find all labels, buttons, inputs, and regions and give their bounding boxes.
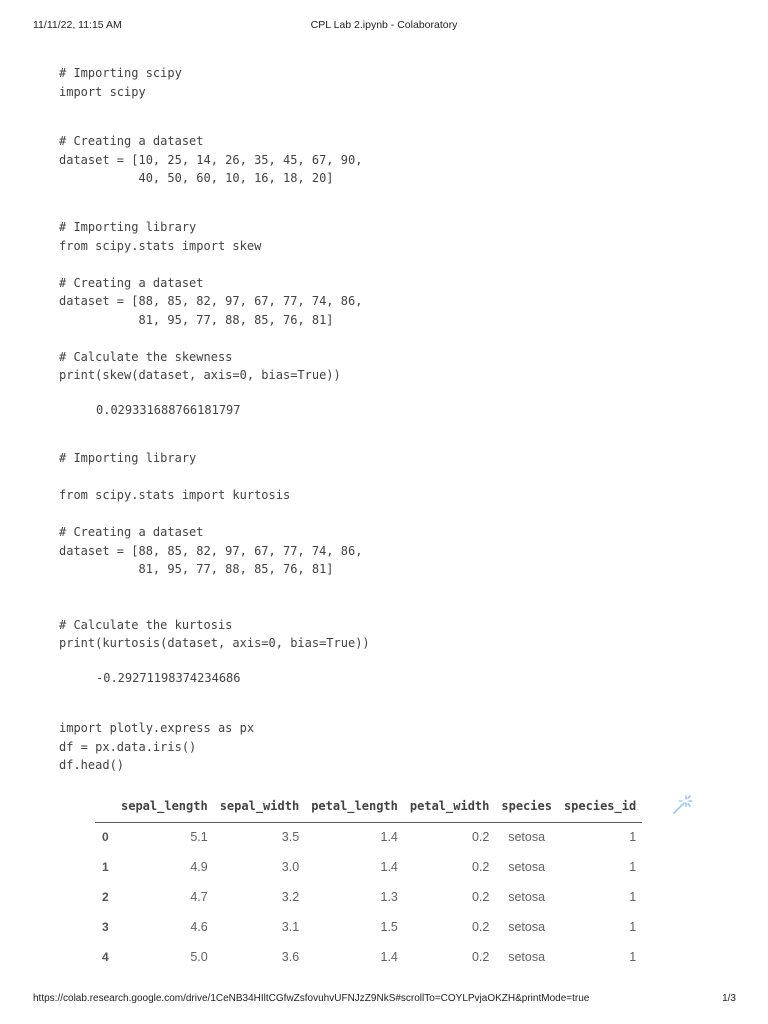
table-row xyxy=(95,852,642,882)
table-cell: 0.2 xyxy=(471,920,490,934)
table-row xyxy=(95,912,642,942)
table-cell: 4.7 xyxy=(190,890,208,904)
table-cell: 5.1 xyxy=(190,830,208,845)
table-cell: setosa xyxy=(508,830,546,845)
cell-output-kurtosis: -0.29271198374234686 xyxy=(96,671,241,685)
row-index: 0 xyxy=(102,830,109,845)
row-index: 1 xyxy=(102,860,109,874)
table-cell: 3.1 xyxy=(281,920,300,934)
table-cell: 1 xyxy=(629,950,637,964)
code-cell-dataset[interactable]: # Creating a dataset dataset = [10, 25, 14, 26, 35, 45, 67, 90, 40, 50, 60, 10, 16, 18, 20] xyxy=(59,134,363,185)
table-cell: 1 xyxy=(629,830,637,845)
row-index: 3 xyxy=(102,920,109,934)
page-title: CPL Lab 2.ipynb - Colaboratory xyxy=(310,19,458,31)
table-cell: 1.5 xyxy=(380,920,398,934)
table-cell: 0.2 xyxy=(471,890,490,904)
table-cell: 1.3 xyxy=(380,890,398,904)
table-cell: 1.4 xyxy=(380,860,398,874)
column-header: sepal_width xyxy=(214,790,305,822)
table-header-row xyxy=(95,790,642,822)
code-cell-skew[interactable]: # Importing library from scipy.stats import skew # Creating a dataset dataset = [88, 85, 82, 97, 67, 77, 74, 86, 81, 95, 77, 88, 85, 76, 81] # Calculate the skewness print(skew(dataset, axis=0, bias=True)) xyxy=(59,220,363,382)
table-row xyxy=(95,822,642,852)
table-cell: setosa xyxy=(508,890,546,904)
table-cell: 0.2 xyxy=(471,860,490,874)
print-datetime: 11/11/22, 11:15 AM xyxy=(33,19,122,31)
column-header: petal_width xyxy=(404,790,495,822)
column-header: petal_length xyxy=(305,790,404,822)
code-cell-plotly[interactable]: import plotly.express as px df = px.data.iris() df.head() xyxy=(59,721,255,772)
table-row xyxy=(95,942,642,972)
code-cell-kurtosis[interactable]: # Importing library from scipy.stats import kurtosis # Creating a dataset dataset = [88, 85, 82, 97, 67, 77, 74, 86, 81, 95, 77, 88, 85, 76, 81] # Calculate the kurtosis print(kurtosis(dataset, axis=0, bias=True)) xyxy=(59,451,370,650)
index-header xyxy=(95,790,115,822)
table-cell: 3.5 xyxy=(281,830,300,845)
table-cell: setosa xyxy=(508,860,546,874)
table-cell: 4.6 xyxy=(190,920,208,934)
table-cell: setosa xyxy=(508,920,546,934)
table-cell: 3.6 xyxy=(281,950,300,964)
code-cell-import-scipy[interactable]: # Importing scipy import scipy xyxy=(59,66,182,99)
table-cell: 0.2 xyxy=(471,830,490,845)
column-header: species_id xyxy=(558,790,642,822)
table-cell: 0.2 xyxy=(471,950,490,964)
table-cell: 1 xyxy=(629,920,637,934)
table-cell: 3.2 xyxy=(281,890,300,904)
column-header: sepal_length xyxy=(115,790,214,822)
table-cell: 1 xyxy=(629,860,637,874)
table-cell: 1.4 xyxy=(380,830,398,845)
column-header: species xyxy=(495,790,558,822)
table-row xyxy=(95,882,642,912)
row-index: 4 xyxy=(102,950,109,964)
cell-output-skew: 0.029331688766181797 xyxy=(96,403,241,417)
table-cell: 1 xyxy=(629,890,637,904)
table-cell: 1.4 xyxy=(380,950,398,964)
row-index: 2 xyxy=(102,890,109,904)
magic-wand-icon[interactable] xyxy=(671,794,693,816)
page-number: 1/3 xyxy=(722,993,736,1004)
dataframe-table xyxy=(95,790,642,972)
table-cell: 4.9 xyxy=(190,860,208,874)
table-cell: setosa xyxy=(508,950,546,964)
table-cell: 5.0 xyxy=(190,950,208,964)
table-cell: 3.0 xyxy=(281,860,300,874)
page-url: https://colab.research.google.com/drive/1CeNB34HIltCGfwZsfovuhvUFNJzZ9NkS#scrollTo=COYLPvjaOKZH&printMode=true xyxy=(33,993,590,1004)
